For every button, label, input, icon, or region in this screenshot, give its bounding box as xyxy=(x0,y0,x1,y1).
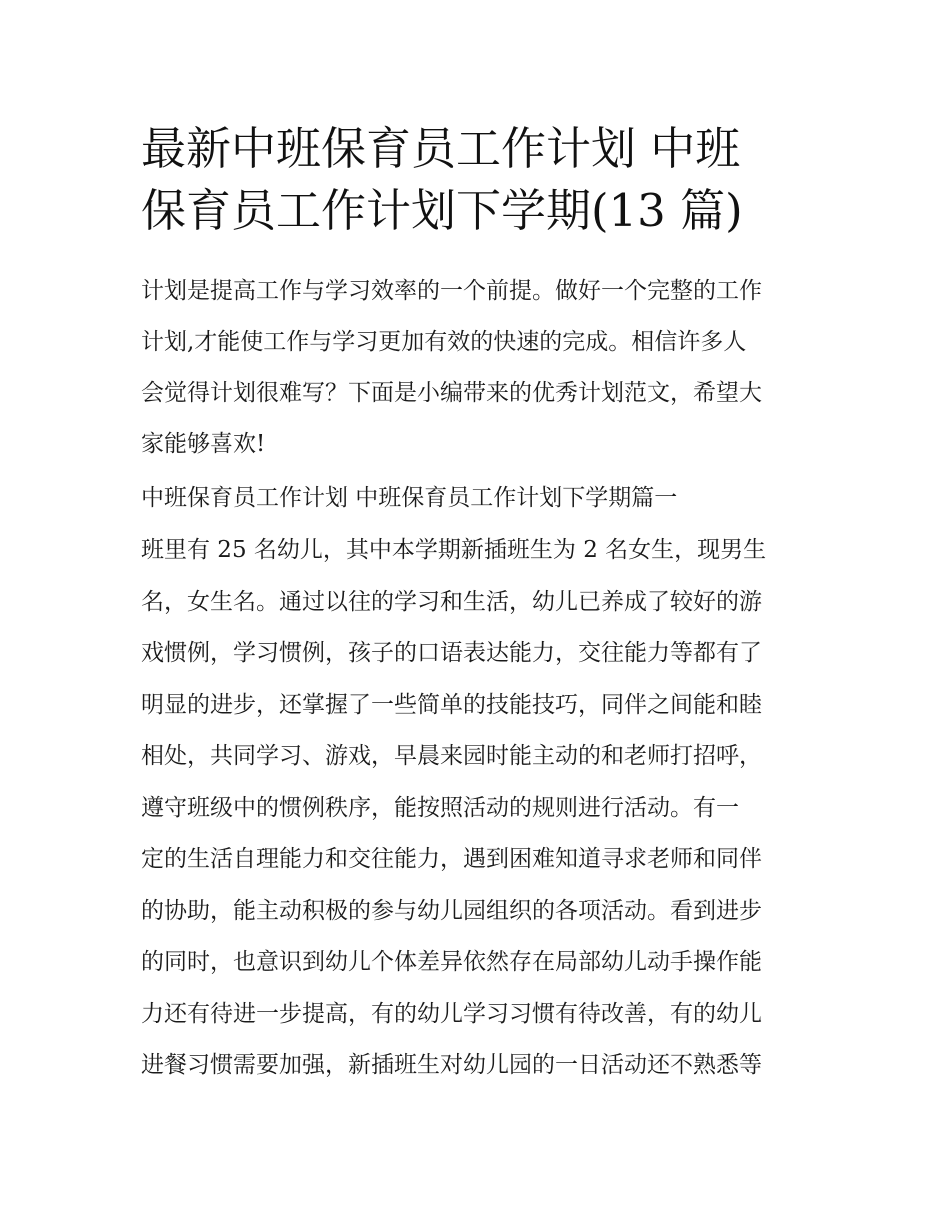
body-line: 名，女生名。通过以往的学习和生活，幼儿已养成了较好的游 xyxy=(141,588,762,615)
body-line: 班里有 25 名幼儿，其中本学期新插班生为 2 名女生，现男生 xyxy=(141,537,767,563)
intro-line: 家能够喜欢! xyxy=(141,431,266,457)
body-line: 力还有待进一步提高，有的幼儿学习习惯有待改善，有的幼儿 xyxy=(141,1000,762,1027)
title-line: 最新中班保育员工作计划 中班 xyxy=(141,122,741,175)
body-line: 戏惯例，学习惯例，孩子的口语表达能力，交往能力等都有了 xyxy=(141,640,762,666)
body-line: 进餐习惯需要加强，新插班生对幼儿园的一日活动还不熟悉等 xyxy=(141,1052,762,1078)
section-heading: 中班保育员工作计划 中班保育员工作计划下学期篇一 xyxy=(141,485,678,511)
document-title xyxy=(141,118,813,242)
body-line: 的同时，也意识到幼儿个体差异依然存在局部幼儿动手操作能 xyxy=(141,949,762,975)
intro-paragraph xyxy=(141,266,813,470)
intro-line: 计划是提高工作与学习效率的一个前提。做好一个完整的工作 xyxy=(141,278,762,304)
intro-line: 会觉得计划很难写？下面是小编带来的优秀计划范文，希望大 xyxy=(141,380,762,406)
document-content xyxy=(141,118,813,1092)
intro-line: 计划,才能使工作与学习更加有效的快速的完成。相信许多人 xyxy=(141,329,747,355)
body-line: 遵守班级中的惯例秩序，能按照活动的规则进行活动。有一 xyxy=(141,794,739,821)
title-line: 保育员工作计划下学期(13 篇) xyxy=(141,184,743,237)
body-line: 定的生活自理能力和交往能力，遇到困难知道寻求老师和同伴 xyxy=(141,846,762,872)
body-line: 的协助，能主动积极的参与幼儿园组织的各项活动。看到进步 xyxy=(141,897,762,924)
body-line: 相处，共同学习、游戏，早晨来园时能主动的和老师打招呼， xyxy=(141,743,762,769)
body-line: 明显的进步，还掌握了一些简单的技能技巧，同伴之间能和睦 xyxy=(141,691,762,718)
body-paragraph xyxy=(141,525,813,1092)
